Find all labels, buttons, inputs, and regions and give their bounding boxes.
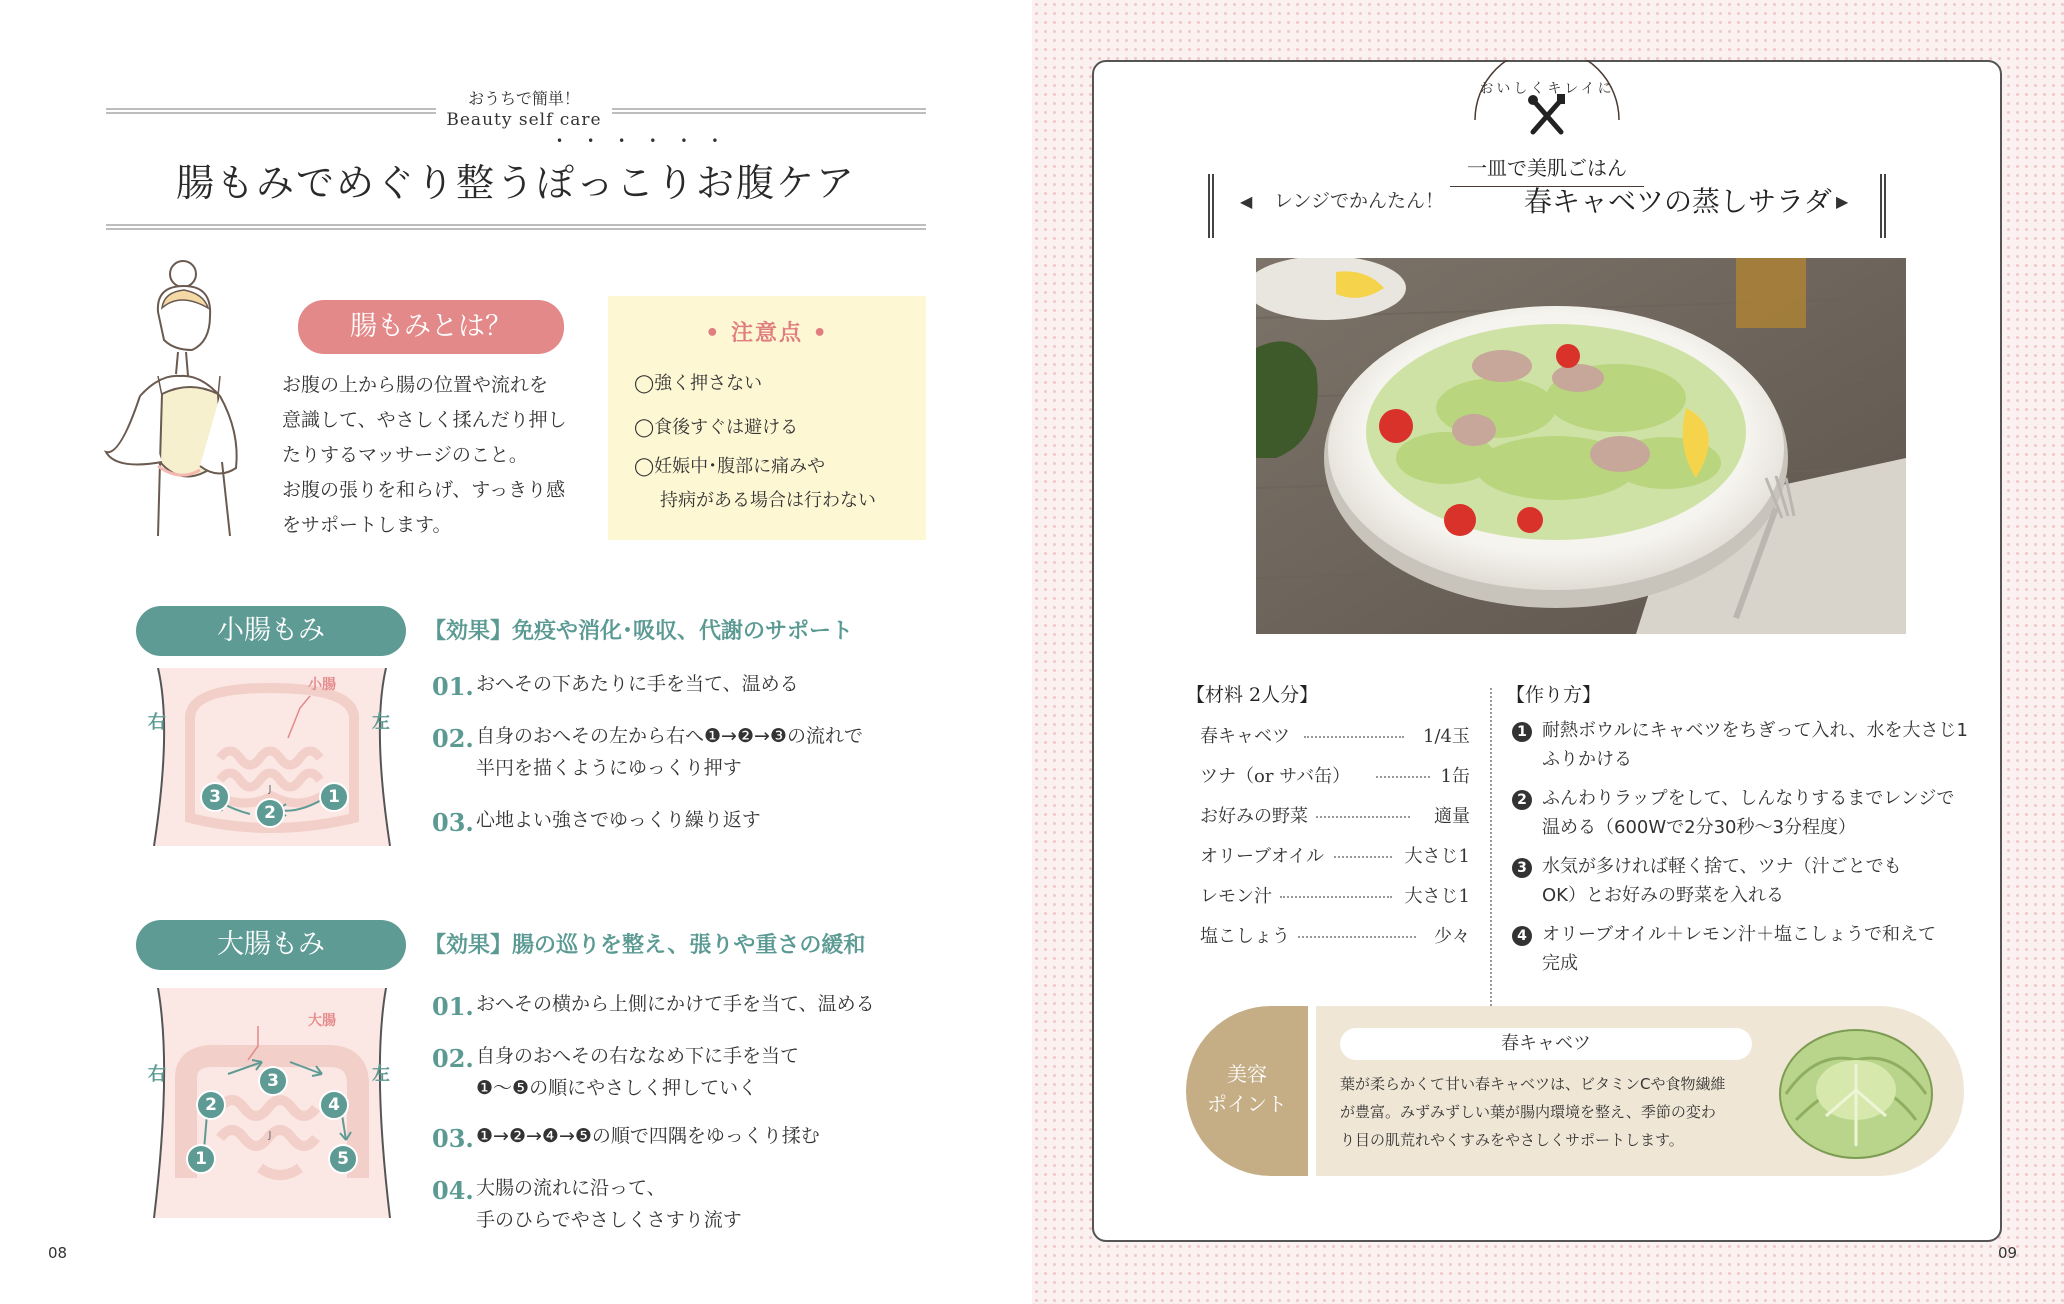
- ingredient-name: 塩こしょう: [1200, 926, 1290, 947]
- emphasis-dots: ••••••: [556, 134, 743, 148]
- large-intestine-diagram: [150, 988, 394, 1218]
- method-text: 耐熱ボウルにキャベツをちぎって入れ、水を大さじ1: [1542, 720, 1968, 741]
- left-side-label: 左: [372, 712, 390, 733]
- beauty-line: 葉が柔らかくて甘い春キャベツは、ビタミンCや食物繊維: [1340, 1075, 1726, 1093]
- beauty-line: り目の肌荒れやくすみをやさしくサポートします。: [1340, 1131, 1684, 1149]
- step-bubble: 2: [255, 798, 285, 828]
- method-text: OK）とお好みの野菜を入れる: [1542, 885, 1784, 906]
- step-text: ❶→❷→❹→❺の順で四隅をゆっくり揉む: [476, 1125, 820, 1147]
- step-text: ❶〜❺の順にやさしく押していく: [476, 1077, 758, 1099]
- intro-line: お腹の張りを和らげ、すっきり感: [282, 479, 566, 501]
- recipe-title-prefix: レンジでかんたん！: [1274, 190, 1445, 212]
- title-leaf-icon: ◀: [1240, 192, 1253, 211]
- intro-line: をサポートします。: [282, 514, 452, 536]
- method-text: ふんわりラップをして、しんなりするまでレンジで: [1542, 788, 1955, 809]
- large-intestine-label: 大腸: [308, 1013, 336, 1029]
- title-bar-left: [1208, 174, 1214, 238]
- badge-main: 一皿で美肌ごはん: [1467, 156, 1627, 180]
- step-number: 03.: [432, 1124, 474, 1153]
- method-number: 4: [1512, 926, 1532, 946]
- title-leaf-icon: ▶: [1836, 192, 1849, 211]
- step-number: 02.: [432, 1044, 474, 1073]
- step-text: 自身のおへその左から右へ❶→❷→❸の流れで: [476, 725, 863, 747]
- leader-dots: [1280, 896, 1392, 898]
- ingredient-name: ツナ（or サバ缶）: [1200, 766, 1351, 787]
- step-number: 04.: [432, 1176, 474, 1205]
- leader-dots: [1316, 816, 1410, 818]
- ingredient-name: お好みの野菜: [1200, 806, 1308, 827]
- method-list: [1512, 716, 1992, 1046]
- step-bubble: 1: [186, 1144, 216, 1174]
- page-number-right: 09: [1998, 1244, 2018, 1262]
- torso-outline: [150, 988, 394, 1218]
- page-number-left: 08: [48, 1244, 68, 1262]
- ingredients-list: [1200, 716, 1472, 1016]
- step-bubble: 5: [328, 1144, 358, 1174]
- step-bubble: 1: [319, 782, 349, 812]
- step-bubble: 3: [200, 782, 230, 812]
- title-rule: [106, 224, 926, 230]
- beauty-label-2: ポイント: [1207, 1092, 1287, 1116]
- large-effect-text: 【効果】腸の巡りを整え、張りや重さの緩和: [424, 933, 866, 958]
- svg-text:J: J: [268, 1130, 272, 1141]
- caution-item: 持病がある場合は行わない: [660, 490, 876, 511]
- small-effect-text: 【効果】免疫や消化･吸収、代謝のサポート: [424, 619, 854, 644]
- ingredient-row: [1200, 876, 1470, 916]
- step-text: おへその横から上側にかけて手を当て、温める: [476, 993, 875, 1015]
- badge-arc-text: おいしくキレイに: [1479, 81, 1615, 97]
- svg-text:J: J: [268, 784, 272, 795]
- right-page: [1032, 0, 2064, 1304]
- method-text: 水気が多ければ軽く捨て、ツナ（汁ごとでも: [1542, 856, 1902, 877]
- ingredient-name: レモン汁: [1200, 886, 1272, 907]
- page-title: 腸もみでめぐり整うぽっこりお腹ケア: [175, 161, 856, 205]
- ingredient-qty: 適量: [1434, 806, 1470, 827]
- ingredient-qty: 1/4玉: [1423, 726, 1470, 747]
- ingredient-row: [1200, 916, 1470, 956]
- salad-photo: [1256, 258, 1906, 634]
- column-divider: [1490, 688, 1492, 1038]
- ingredient-name: オリーブオイル: [1200, 846, 1325, 867]
- beauty-point-text: [1340, 1070, 1770, 1154]
- leader-dots: [1304, 736, 1404, 738]
- method-text: 温める（600Wで2分30秒〜3分程度）: [1542, 817, 1856, 838]
- intro-line: 意識して、やさしく揉んだり押し: [282, 409, 567, 431]
- cabbage-illustration: [1776, 1020, 1936, 1162]
- intro-line: たりするマッサージのこと。: [282, 444, 528, 466]
- intro-pill: 腸もみとは？: [298, 300, 564, 354]
- method-text: ふりかける: [1542, 749, 1632, 770]
- method-number: 3: [1512, 858, 1532, 878]
- step-number: 01.: [432, 672, 474, 701]
- recipe-title: 春キャベツの蒸しサラダ: [1524, 185, 1832, 218]
- ingredient-row: [1200, 796, 1470, 836]
- beauty-point-box: [1316, 1006, 1964, 1176]
- leader-dots: [1334, 856, 1392, 858]
- left-side-label: 左: [372, 1064, 390, 1085]
- kicker: おうちで簡単！: [468, 89, 580, 108]
- step-text: 心地よい強さでゆっくり繰り返す: [476, 809, 761, 831]
- ingredient-row: [1200, 716, 1470, 756]
- small-intestine-label: 小腸: [308, 677, 336, 693]
- caution-item: ◯妊娠中･腹部に痛みや: [634, 456, 826, 477]
- ingredient-row: [1200, 756, 1470, 796]
- small-intestine-pill: 小腸もみ: [136, 606, 406, 656]
- beauty-line: が豊富。みずみずしい葉が腸内環境を整え、季節の変わ: [1340, 1103, 1716, 1121]
- right-side-label: 右: [148, 1064, 166, 1085]
- woman-illustration: [100, 256, 280, 538]
- ingredient-row: [1200, 836, 1470, 876]
- beauty-point-title: 春キャベツ: [1340, 1028, 1752, 1060]
- step-number: 02.: [432, 724, 474, 753]
- caution-item: ◯強く押さない: [634, 373, 763, 394]
- small-effect: [424, 614, 853, 645]
- caution-item: ◯食後すぐは避ける: [634, 417, 799, 438]
- ingredient-qty: 大さじ1: [1404, 846, 1470, 867]
- method-number: 1: [1512, 722, 1532, 742]
- ingredients-title: 【材料 2人分】: [1186, 684, 1319, 706]
- caution-title: • 注意点 •: [705, 321, 829, 346]
- method-text: 完成: [1542, 953, 1578, 974]
- small-intestine-diagram: [150, 668, 394, 846]
- ingredient-name: 春キャベツ: [1200, 726, 1290, 747]
- step-bubble: 4: [319, 1090, 349, 1120]
- intro-text: [282, 368, 602, 543]
- step-text: 大腸の流れに沿って、: [476, 1177, 666, 1199]
- kicker-english: Beauty self care: [446, 110, 602, 130]
- ingredient-qty: 1缶: [1440, 766, 1470, 787]
- method-title: 【作り方】: [1506, 684, 1602, 706]
- caution-box: [608, 296, 926, 540]
- ingredient-qty: 少々: [1434, 926, 1470, 947]
- recipe-frame: [1092, 60, 2002, 1242]
- step-bubble: 3: [258, 1066, 288, 1096]
- step-number: 03.: [432, 808, 474, 837]
- badge-arc: [1467, 60, 1627, 136]
- step-text: 半円を描くようにゆっくり押す: [476, 757, 742, 779]
- ingredient-qty: 大さじ1: [1404, 886, 1470, 907]
- title-bar-right: [1880, 174, 1886, 238]
- step-bubble: 2: [196, 1090, 226, 1120]
- step-text: おへその下あたりに手を当て、温める: [476, 673, 799, 695]
- large-effect: [424, 928, 865, 959]
- right-side-label: 右: [148, 712, 166, 733]
- leader-dots: [1298, 936, 1416, 938]
- header-rule-left: [106, 108, 436, 114]
- step-text: 手のひらでやさしくさすり流す: [476, 1209, 742, 1231]
- method-text: オリーブオイル＋レモン汁＋塩こしょうで和えて: [1542, 924, 1937, 945]
- leader-dots: [1376, 776, 1430, 778]
- step-number: 01.: [432, 992, 474, 1021]
- intro-line: お腹の上から腸の位置や流れを: [282, 374, 549, 396]
- beauty-point-label-box: [1186, 1006, 1308, 1176]
- method-number: 2: [1512, 790, 1532, 810]
- beauty-label-1: 美容: [1227, 1062, 1267, 1086]
- large-intestine-pill: 大腸もみ: [136, 920, 406, 970]
- step-text: 自身のおへその右ななめ下に手を当て: [476, 1045, 800, 1067]
- header-rule-right: [612, 108, 926, 114]
